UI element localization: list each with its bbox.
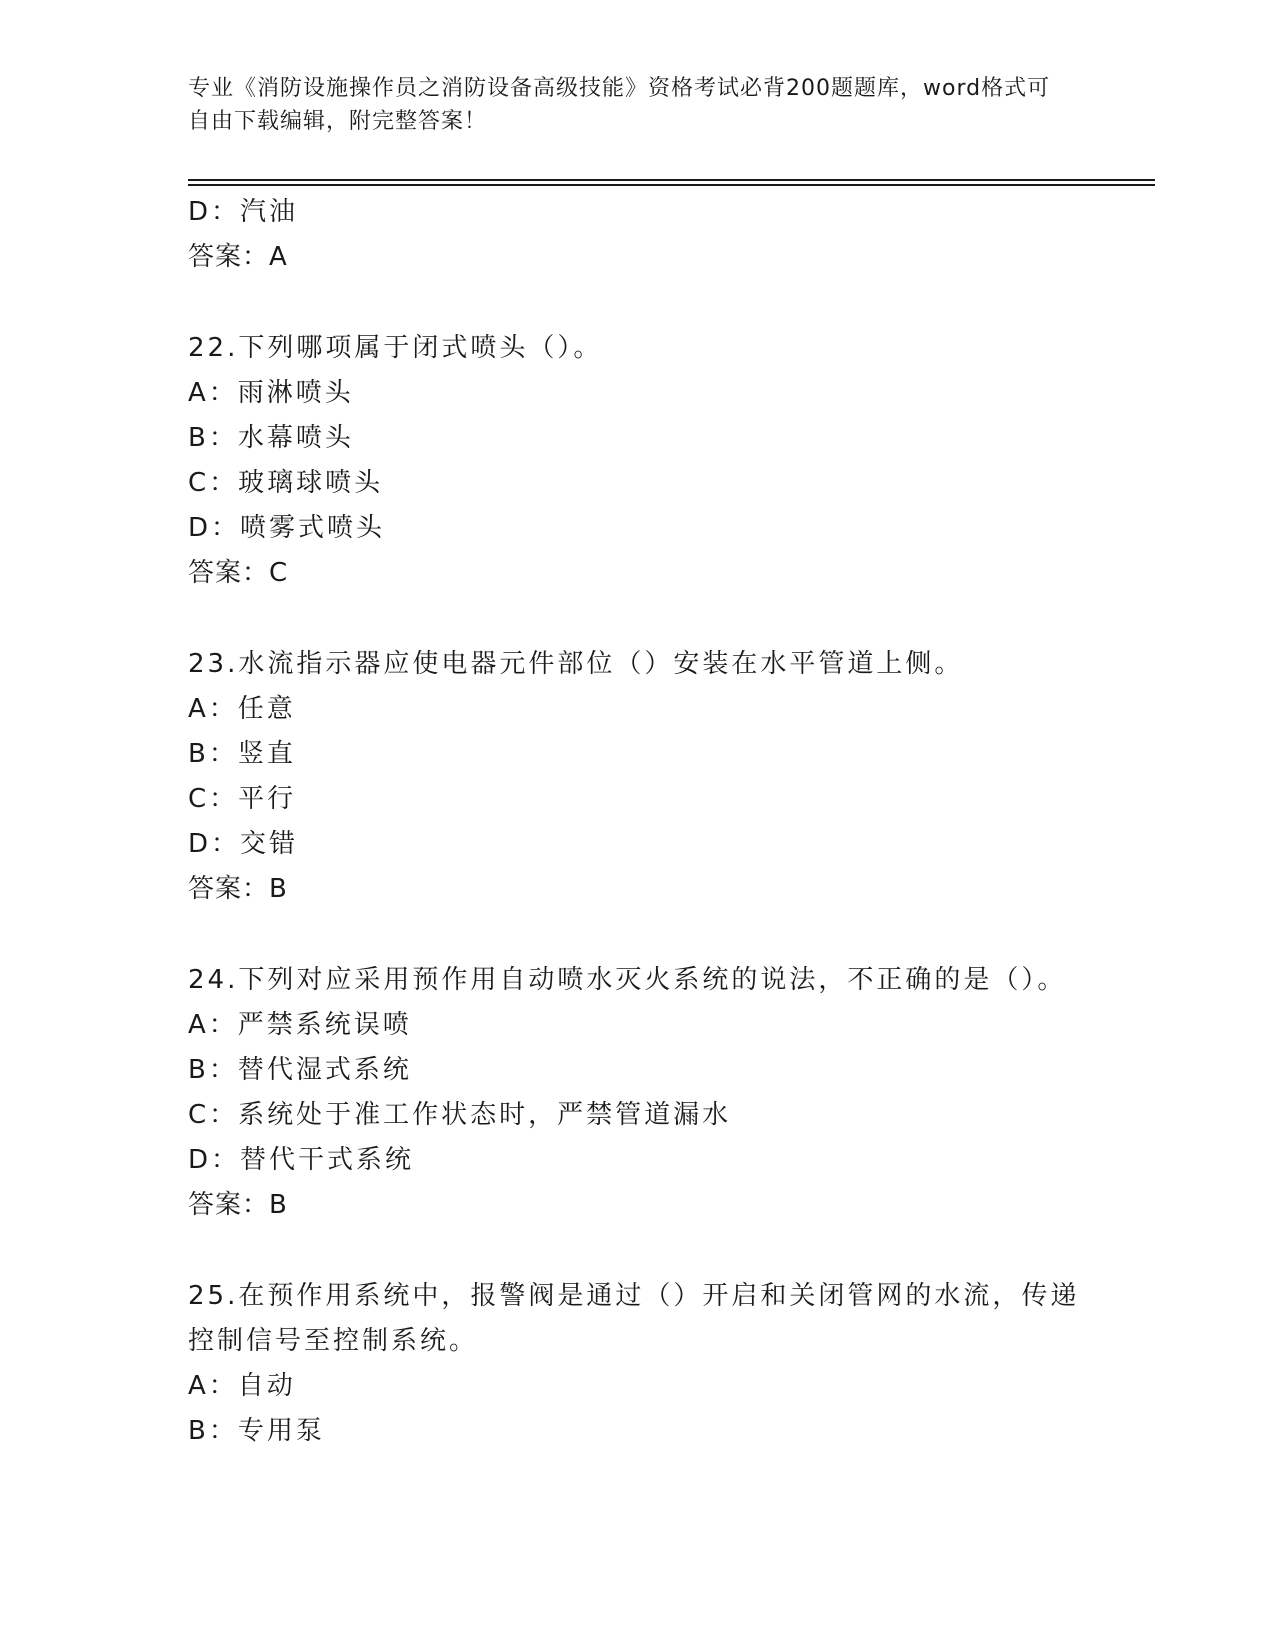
- option-a: A：自动: [188, 1371, 296, 1401]
- question-text: 23.水流指示器应使电器元件部位（）安装在水平管道上侧。: [188, 649, 964, 679]
- option-d: D：汽油: [188, 197, 299, 227]
- question-text-line-2: 控制信号至控制系统。: [188, 1326, 479, 1356]
- question-list: [188, 190, 1088, 1454]
- option-b: B：专用泵: [188, 1416, 325, 1446]
- question-text: 24.下列对应采用预作用自动喷水灭火系统的说法，不正确的是（）。: [188, 965, 1067, 995]
- option-c: C：平行: [188, 784, 297, 814]
- answer-label: 答案：C: [188, 558, 289, 588]
- page-header: 专业《消防设施操作员之消防设备高级技能》资格考试必背200题题库，word格式可自由下载编辑，附完整答案！: [188, 76, 1051, 134]
- option-a: A：严禁系统误喷: [188, 1010, 412, 1040]
- option-a: A：雨淋喷头: [188, 378, 354, 408]
- question-text-line-1: 25.在预作用系统中，报警阀是通过（）开启和关闭管网的水流，传递: [188, 1281, 1080, 1311]
- option-c: C：系统处于准工作状态时，严禁管道漏水: [188, 1100, 732, 1130]
- header-divider-top: [188, 179, 1155, 181]
- option-a: A：任意: [188, 694, 296, 724]
- header-divider-bottom: [188, 184, 1155, 186]
- question-text: 22.下列哪项属于闭式喷头（）。: [188, 333, 603, 363]
- option-b: B：竖直: [188, 739, 296, 769]
- option-b: B：水幕喷头: [188, 423, 354, 453]
- answer-label: 答案：B: [188, 1190, 288, 1220]
- option-b: B：替代湿式系统: [188, 1055, 412, 1085]
- option-d: D：替代干式系统: [188, 1145, 415, 1175]
- option-d: D：喷雾式喷头: [188, 513, 386, 543]
- answer-label: 答案：B: [188, 874, 288, 904]
- answer-label: 答案：A: [188, 242, 288, 272]
- option-d: D：交错: [188, 829, 299, 859]
- option-c: C：玻璃球喷头: [188, 468, 384, 498]
